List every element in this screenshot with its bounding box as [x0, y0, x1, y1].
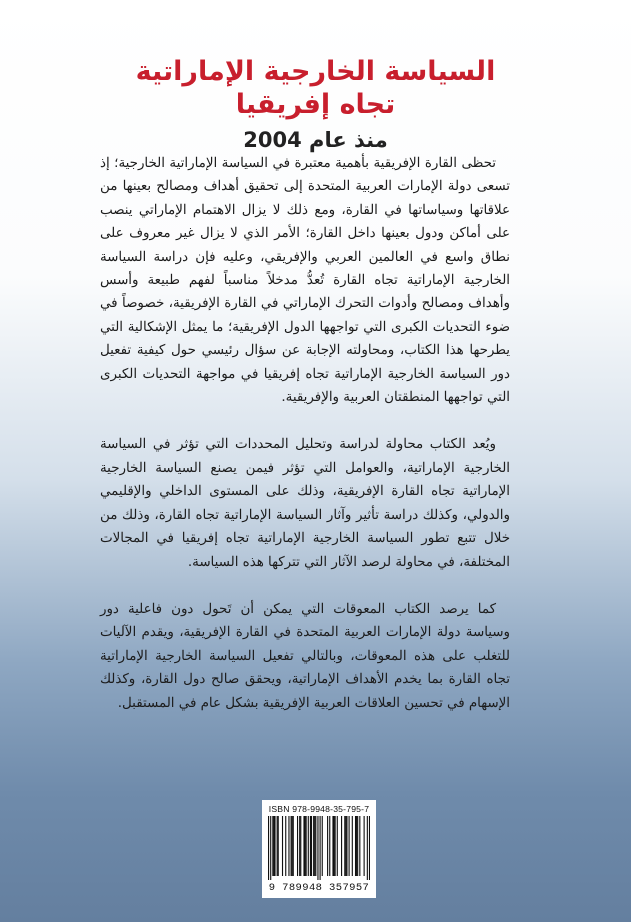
barcode-bar — [320, 816, 321, 880]
barcode-bar — [333, 816, 334, 876]
barcode-bar — [364, 816, 365, 876]
barcode-bar — [367, 816, 368, 880]
barcode-bar — [273, 816, 274, 876]
barcode-bar — [299, 816, 300, 876]
barcode-bar — [292, 816, 293, 876]
barcode-bar — [282, 816, 283, 876]
barcode-bar — [332, 816, 333, 876]
barcode-bar — [345, 816, 346, 876]
blurb — [100, 152, 510, 739]
cover-title — [0, 56, 631, 156]
barcode-bar — [349, 816, 350, 876]
barcode-bar — [313, 816, 314, 876]
barcode-bar — [268, 816, 269, 880]
title-line-1: السياسة الخارجية الإماراتية — [135, 56, 496, 87]
isbn-barcode — [262, 800, 376, 898]
barcode-bar — [346, 816, 347, 876]
barcode-bar — [341, 816, 342, 876]
barcode-bar — [335, 816, 336, 876]
barcode-bar — [352, 816, 353, 876]
barcode-bar — [278, 816, 279, 876]
title-line-2: تجاه إفريقيا — [235, 89, 396, 120]
barcode-bar — [356, 816, 357, 876]
barcode-bar — [310, 816, 311, 876]
barcode-bars — [268, 816, 370, 880]
barcode-bar — [300, 816, 301, 876]
barcode-bar — [317, 816, 318, 880]
barcode-bar — [270, 816, 271, 880]
barcode-bar — [357, 816, 358, 876]
isbn-label: ISBN 978-9948-35-795-7 — [268, 804, 370, 814]
blurb-paragraph-2: ويُعد الكتاب محاولة لدراسة وتحليل المحددات التي تؤثر في السياسة الخارجية الإماراتية، والعوامل التي تؤثر فيمن يصنع السياسة الخارجية الإماراتية تجاه القارة الإفريقية، وذلك على المستوى الداخلي والإقليمي والدولي، وكذلك دراسة تأثير وآثار السياسة الإماراتية تجاه القارة، وذلك من خلال تتبع تطور السياسة الخارجية الإماراتية تجاه إفريقيا في المجالات المختلفة، في محاولة لرصد الآثار التي تتركها هذه السياسة. — [100, 437, 510, 570]
barcode-bar — [272, 816, 273, 876]
barcode-digits: 9 789948 357957 — [268, 882, 370, 894]
barcode-bar — [329, 816, 330, 876]
barcode-bar — [355, 816, 356, 876]
barcode-bar — [288, 816, 289, 876]
barcode-bar — [293, 816, 294, 876]
barcode-bar — [308, 816, 309, 876]
barcode-bar — [297, 816, 298, 876]
barcode-bar — [274, 816, 275, 876]
barcode-bar — [315, 816, 316, 876]
blurb-paragraph-3: كما يرصد الكتاب المعوقات التي يمكن أن تَحول دون فاعلية دور وسياسة دولة الإمارات العربية المتحدة في القارة الإفريقية، ويقدم الآليات للتغلب على هذه المعوقات، وبالتالي تفعيل السياسة الخارجية الإماراتية تجاه القارة بما يخدم الأهداف الإماراتية، ويحقق صالح دول القارة، وكذلك الإسهام في تحسين العلاقات العربية الإفريقية بشكل عام في المستقبل. — [100, 601, 510, 711]
barcode-bar — [285, 816, 286, 876]
barcode-bar — [337, 816, 338, 876]
barcode-bar — [311, 816, 312, 876]
barcode-bar — [327, 816, 328, 876]
barcode-bar — [291, 816, 292, 876]
barcode-bar — [322, 816, 323, 876]
blurb-paragraph-1: تحظى القارة الإفريقية بأهمية معتبرة في السياسة الإماراتية الخارجية؛ إذ تسعى دولة الإمارات العربية المتحدة إلى تحقيق أهداف ومصالح بعينها من علاقاتها وسياساتها في القارة، ومع ذلك لا يزال الاهتمام الإماراتي ينصب على أماكن ودول بعينها داخل القارة؛ الأمر الذي لا يزال غير معروف على نطاق واسع في العالمين العربي والإفريقي، وعليه فإن دراسة السياسة الخارجية الإماراتية تجاه القارة تُعدُّ مدخلاً مناسباً لفهم طبيعة وأسس وأهداف ومصالح وأدوات التحرك الإماراتي في القارة الإفريقية، خصوصاً في ضوء التحديات الكبرى التي تواجهها الدول الإفريقية؛ ما يمثل الإشكالية التي يطرحها هذا الكتاب، ومحاولته الإجابة عن سؤال رئيسي حول كيفية تفعيل دور السياسة الخارجية الإماراتية تجاه إفريقيا في مواجهة التحديات الكبرى التي تواجهها المنطقتان العربية والإفريقية. — [100, 156, 510, 406]
barcode-bar — [359, 816, 360, 876]
title-subtitle: منذ عام 2004 — [243, 128, 388, 152]
barcode-bar — [369, 816, 370, 880]
barcode-bar — [344, 816, 345, 876]
barcode-bar — [305, 816, 306, 876]
barcode-bar — [277, 816, 278, 876]
barcode-bar — [306, 816, 307, 876]
barcode-bar — [314, 816, 315, 876]
barcode-bar — [303, 816, 304, 876]
